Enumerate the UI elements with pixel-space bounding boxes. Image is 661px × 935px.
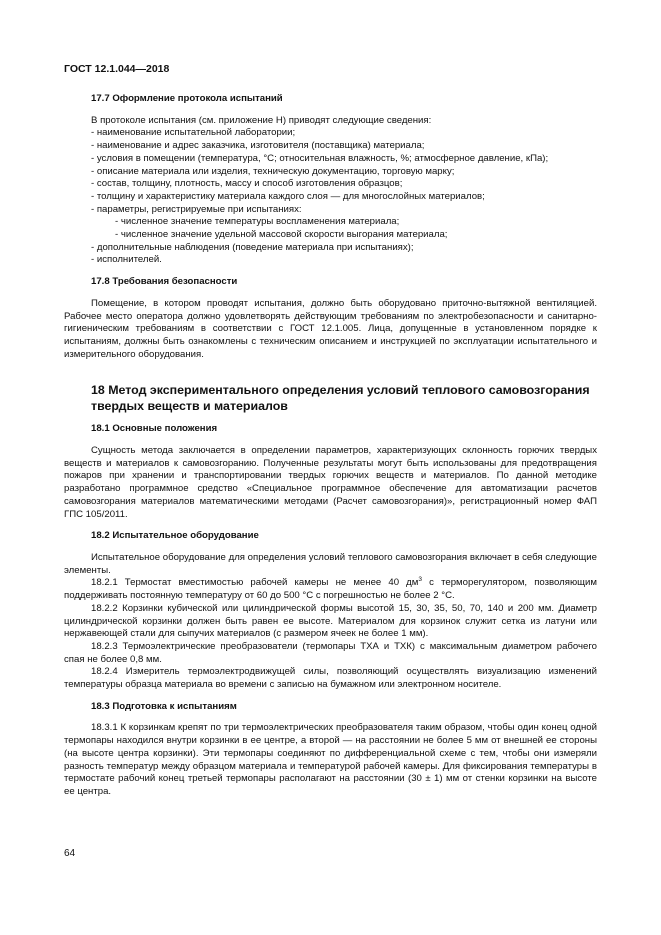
clause-18-2-2: 18.2.2 Корзинки кубической или цилиндрической формы высотой 15, 30, 35, 50, 70, 140 и 200 мм. Диаметр цилиндрической корзинки должен быть равен ее высоте. Материалом для корзинок служит сетка из латуни или нержавеющей стали для сыпучих материалов (с размером ячеек не более 1 мм). xyxy=(64,602,597,640)
section-18-3-heading: 18.3 Подготовка к испытаниям xyxy=(91,700,237,712)
clause-18-2-3: 18.2.3 Термоэлектрические преобразователи (термопары ТХА и ТХК) с максимальным диаметром рабочего спая не более 0,8 мм. xyxy=(64,640,597,665)
section-17-7-heading: 17.7 Оформление протокола испытаний xyxy=(91,93,283,104)
list-item: - толщину и характеристику материала каждого слоя — для многослойных материалов; xyxy=(91,190,485,202)
clause-18-2-1-post: с терморегулятором, позволяющим поддерживать постоянную температуру от 60 до 500 °С с погрешностью не более 2 °С. xyxy=(64,577,597,602)
sub-list-item: - численное значение удельной массовой скорости выгорания материала; xyxy=(115,229,448,241)
section-17-8-text: Помещение, в котором проводят испытания, должно быть оборудовано приточно-вытяжной вентиляцией. Рабочее место оператора должно удовлетворять действующим требованиям по электробезопасности и санитарно-гигиеническим требованиям в соответствии с ГОСТ 12.1.005. Лица, допущенные в установленном порядке к испытаниям, должны быть ознакомлены с техническим описанием и инструкцией по эксплуатации испытательного и измерительного оборудования. xyxy=(64,297,597,360)
superscript: 3 xyxy=(418,576,423,584)
section-17-7-intro: В протоколе испытания (см. приложение Н) приводят следующие сведения: xyxy=(91,114,432,126)
list-item: - дополнительные наблюдения (поведение материала при испытаниях); xyxy=(91,241,414,253)
clause-18-2-1 xyxy=(64,577,597,602)
list-item: - состав, толщину, плотность, массу и способ изготовления образцов; xyxy=(91,178,403,190)
section-18-2-heading: 18.2 Испытательное оборудование xyxy=(91,530,259,542)
document-id-header: ГОСТ 12.1.044—2018 xyxy=(64,63,170,75)
list-item: - наименование и адрес заказчика, изготовителя (поставщика) материала; xyxy=(91,140,425,152)
list-item: - наименование испытательной лаборатории; xyxy=(91,127,296,139)
page-number: 64 xyxy=(64,848,76,859)
list-item: - описание материала или изделия, техническую документацию, торговую марку; xyxy=(91,165,455,177)
section-18-2-intro: Испытательное оборудование для определения условий теплового самовозгорания включает в себя следующие элементы. xyxy=(64,551,597,576)
list-item: - параметры, регистрируемые при испытаниях: xyxy=(91,203,302,215)
list-item: - условия в помещении (температура, °С; относительная влажность, %; атмосферное давление, кПа); xyxy=(91,152,549,164)
clause-18-2-4: 18.2.4 Измеритель термоэлектродвижущей силы, позволяющий осуществлять визуализацию изменений температуры образца материала во времени с записью на бумажном или электронном носителе. xyxy=(64,666,597,691)
section-17-8-heading: 17.8 Требования безопасности xyxy=(91,276,238,288)
clause-18-3-1: 18.3.1 К корзинкам крепят по три термоэлектрических преобразователя таким образом, чтобы один конец одной термопары находился внутри корзинки в ее центре, а второй — на расстоянии не более 5 мм от внешней ее стороны (на высоте центра корзинки). Эти термопары соединяют по дифференциальной схеме с тем, чтобы они измеряли разность температур между образцом материала и температурой рабочей камеры. Для фиксирования температуры в термостате рабочий конец третьей термопары располагают на расстоянии (30 ± 1) мм от стенки корзинки на высоте ее центра. xyxy=(64,722,597,797)
page-content xyxy=(64,93,597,799)
clause-18-2-1-pre: 18.2.1 Термостат вместимостью рабочей камеры не менее 40 дм xyxy=(91,577,419,589)
section-18-1-heading: 18.1 Основные положения xyxy=(91,423,218,435)
list-item: - исполнителей. xyxy=(91,254,162,266)
section-18-1-text: Сущность метода заключается в определении параметров, характеризующих склонность горючих твердых веществ и материалов к самовозгоранию. Полученные результаты могут быть использованы для предотвращения пожаров при хранении и транспортировании твердых горючих веществ и материалов. По данной методике разработано программное средство «Специальное программное обеспечение для автоматизации расчетов самовозгорания материалов математическими методами (Расчет самовозгорания)», регистрационный номер ФАП ГПС 105/2011. xyxy=(64,445,597,520)
section-18-heading: 18 Метод экспериментального определения условий теплового самовозгорания твердых веществ и материалов xyxy=(91,383,590,413)
sub-list-item: - численное значение температуры воспламенения материала; xyxy=(115,216,400,228)
